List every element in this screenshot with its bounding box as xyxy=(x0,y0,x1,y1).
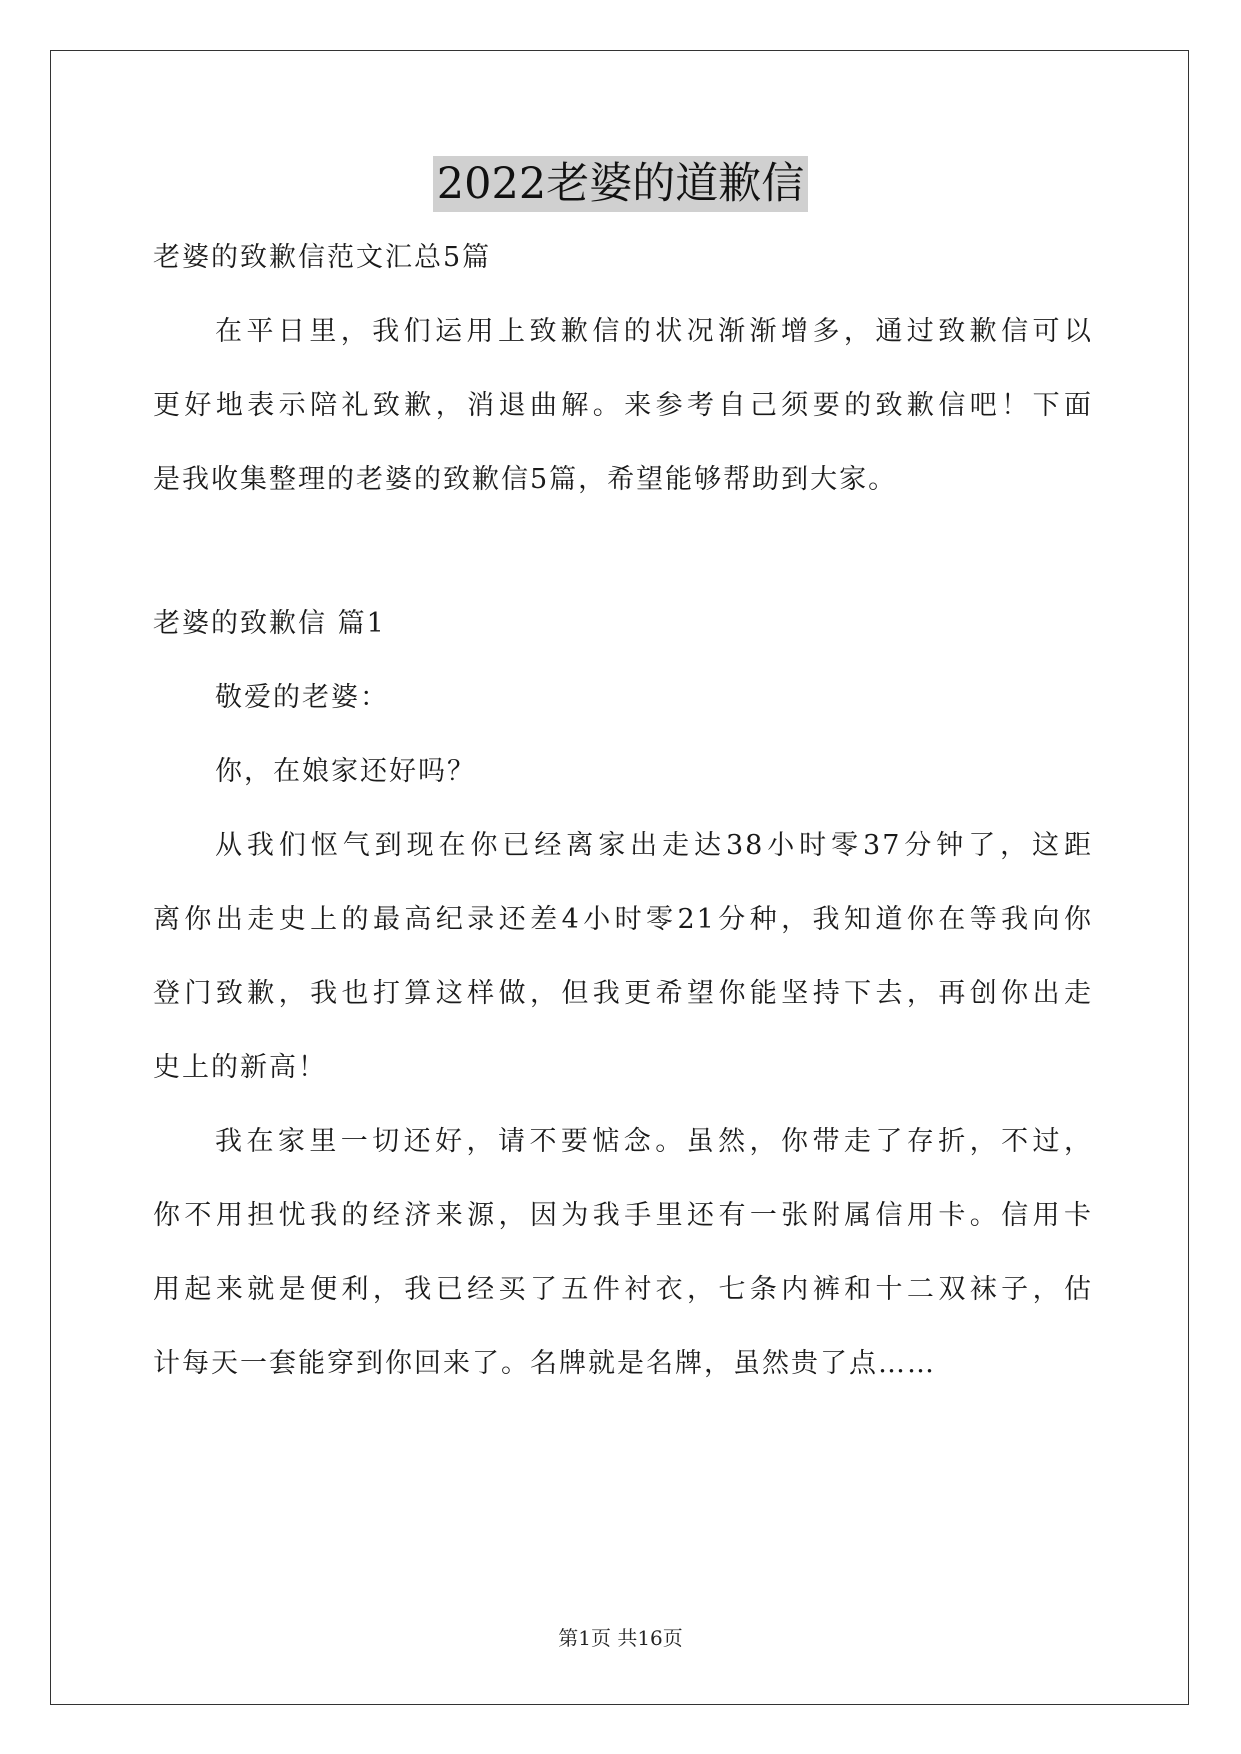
salutation: 敬爱的老婆： xyxy=(215,682,389,713)
title-container xyxy=(0,156,1241,212)
intro-line-2: 更好地表示陪礼致歉，消退曲解。来参考自己须要的致歉信吧！下面 xyxy=(153,390,1093,421)
intro-line-1: 在平日里，我们运用上致歉信的状况渐渐增多，通过致歉信可以 xyxy=(215,316,1093,347)
subtitle: 老婆的致歉信范文汇总5篇 xyxy=(153,242,492,273)
page-footer: 第1页 共16页 xyxy=(558,1626,683,1650)
section-heading: 老婆的致歉信 篇1 xyxy=(153,608,386,639)
paragraph1-line-4: 史上的新高！ xyxy=(153,1052,327,1083)
paragraph2-line-2: 你不用担忧我的经济来源，因为我手里还有一张附属信用卡。信用卡 xyxy=(153,1200,1093,1231)
paragraph2-line-1: 我在家里一切还好，请不要惦念。虽然，你带走了存折，不过， xyxy=(215,1126,1093,1157)
paragraph1-line-3: 登门致歉，我也打算这样做，但我更希望你能坚持下去，再创你出走 xyxy=(153,978,1093,1009)
document-title: 2022老婆的道歉信 xyxy=(433,156,808,212)
paragraph2-line-3: 用起来就是便利，我已经买了五件衬衣，七条内裤和十二双袜子，估 xyxy=(153,1274,1093,1305)
greeting: 你，在娘家还好吗？ xyxy=(215,756,476,787)
paragraph2-line-4: 计每天一套能穿到你回来了。名牌就是名牌，虽然贵了点…… xyxy=(153,1348,936,1379)
paragraph1-line-2: 离你出走史上的最高纪录还差4小时零21分种，我知道你在等我向你 xyxy=(153,904,1093,935)
paragraph1-line-1: 从我们怄气到现在你已经离家出走达38小时零37分钟了，这距 xyxy=(215,830,1093,861)
intro-line-3: 是我收集整理的老婆的致歉信5篇，希望能够帮助到大家。 xyxy=(153,464,898,495)
page-border xyxy=(50,50,1189,1705)
